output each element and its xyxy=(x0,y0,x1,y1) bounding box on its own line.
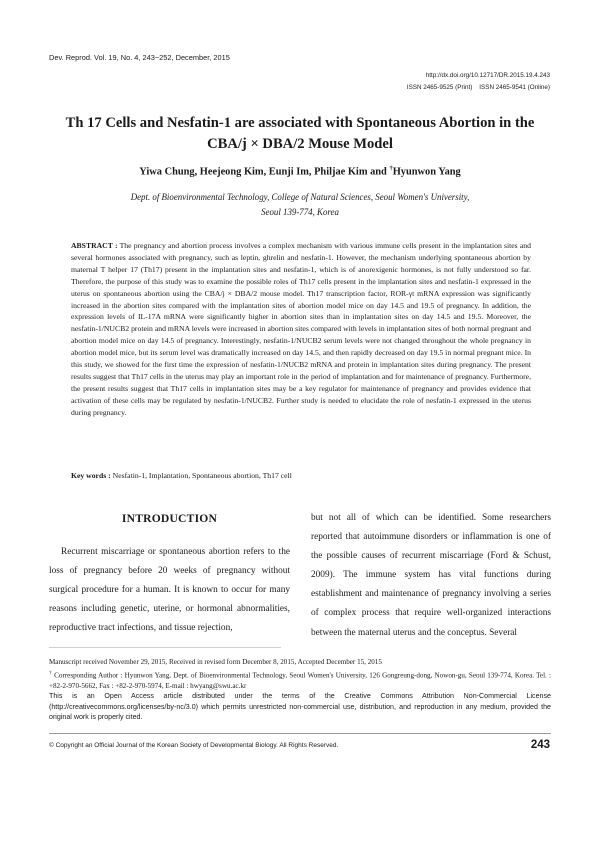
affiliation-line-1: Dept. of Bioenvironmental Technology, College of Natural Sciences, Seoul Women's University, xyxy=(130,192,470,202)
body-column-left: Recurrent miscarriage or spontaneous abortion refers to the loss of pregnancy before 20 weeks of pregnancy without surgical procedure for a human. It is known to occur for many reasons including genetic, uterine, or hormonal abnormalities, reproductive tract infections, and tissue rejection, xyxy=(49,547,290,634)
author-list xyxy=(60,165,540,177)
issn-line: ISSN 2465-9525 (Print) ISSN 2465-9541 (Online) xyxy=(406,84,550,91)
keywords-text: Nesfatin-1, Implantation, Spontaneous abortion, Th17 cell xyxy=(112,471,292,480)
title-line-2: CBA/j × DBA/2 Mouse Model xyxy=(207,136,393,152)
corresponding-note-text: Corresponding Author : Hyunwon Yang, Dept. of Bioenvironmental Technology, Seoul Women's University, 126 Gongreung-dong, Nowon-gu, Seoul 139-774, Korea. Tel. : +82-2-970-5662, Fax : +82-2-970-5974, E-mail : hwyang@swu.ac.kr xyxy=(49,671,552,690)
keywords-label: Key words : xyxy=(71,471,111,480)
abstract-text: The pregnancy and abortion process involves a complex mechanism with various immune cells present in the implantation sites and several hormones associated with pregnancy, such as leptin, ghrelin and nesfatin-1. However, the mechanism underlying spontaneous abortion by maternal T helper 17 (Th17) present in the implantation sites and nesfatin-1, which is of anorexigenic hormones, is not fully understood so far. Therefore, the purpose of this study was to examine the possible roles of Th17 cells present in the implantation sites and nesfatin-1 expressed in the uterus on spontaneous abortion using the CBA/j × DBA/2 mouse model. Th17 transcription factor, ROR-γt mRNA expression was significantly increased in the abortion sites compared with the implantation sites of abortion model mice on day 14.5 and 19.5 of pregnancy. In addition, the expression levels of IL-17A mRNA were significantly higher in abortion sites than in implantation sites on day 14.5 and 19.5. Moreover, the nesfatin-1/NUCB2 protein and mRNA levels were increased in abortion sites compared with levels in implantation sites of both normal pregnant and abortion model mice on day 14.5 of pregnancy. Interestingly, nesfatin-1/NUCB2 serum levels were not changed throughout the whole pregnancy in abortion model mice, but its serum level was dramatically increased on day 14.5, and then rapidly decreased on day 19.5 in normal pregnant mice. In this study, we showed for the first time the expression of nesfatin-1/NUCB2 mRNA and protein in implantation sites during pregnancy. The present results suggest that Th17 cells in the uterus may play an important role in the period of implantation and for maintenance of pregnancy. Furthermore, the present results suggest that Th17 cells in implantation sites may be a key regulator for maintenance of pregnancy and provides evidence that activation of these cells may be regulated by nesfatin-1/NUCB2. Further study is needed to elucidate the role of nesfatin-1 expressed in the uterus during pregnancy. xyxy=(71,241,531,417)
keywords xyxy=(71,471,531,480)
manuscript-dates: Manuscript received November 29, 2015, Received in revised form December 8, 2015, Accepted December 15, 2015 xyxy=(49,658,382,666)
affiliation-line-2: Seoul 139-774, Korea xyxy=(261,207,339,217)
authors-main: Yiwa Chung, Heejeong Kim, Eunji Im, Philjae Kim and xyxy=(139,166,390,178)
journal-citation: Dev. Reprod. Vol. 19, No. 4, 243~252, December, 2015 xyxy=(49,53,230,62)
corresponding-author-mark: † xyxy=(389,165,393,172)
body-column-right: but not all of which can be identified. Some researchers reported that autoimmune disorders or inflammation is one of the possible causes of recurrent miscarriage (Ford & Schust, 2009). The immune system has vital functions during establishment and maintenance of pregnancy involving a series of complex process that require well-organized interactions between the maternal uterus and the conceptus. Several xyxy=(311,513,551,638)
section-heading-introduction: INTRODUCTION xyxy=(121,512,218,525)
page-number: 243 xyxy=(530,739,550,751)
footer-rule xyxy=(49,733,551,734)
doi-link[interactable]: http://dx.doi.org/10.12717/DR.2015.19.4.243 xyxy=(425,72,550,79)
affiliation xyxy=(60,190,540,220)
title-line-1: Th 17 Cells and Nesfatin-1 are associated with Spontaneous Abortion in the xyxy=(65,115,535,131)
footnote-divider xyxy=(49,647,281,648)
abstract-label: ABSTRACT : xyxy=(71,241,118,250)
footer-copyright: © Copyright an Official Journal of the Korean Society of Developmental Biology. All Rights Reserved. xyxy=(49,742,339,749)
article-title xyxy=(60,113,540,155)
abstract xyxy=(71,240,531,419)
corresponding-author-note xyxy=(49,669,551,691)
corresponding-note-mark: † xyxy=(49,671,52,676)
authors-last: Hyunwon Yang xyxy=(392,166,461,178)
license-note: This is an Open Access article distributed under the terms of the Creative Commons Attribution Non-Commercial License (http://creativecommons.org/licenses/by-nc/3.0) which permits unrestricted non-commercial use, distribution, and reproduction in any medium, provided the original work is properly cited. xyxy=(49,692,551,722)
